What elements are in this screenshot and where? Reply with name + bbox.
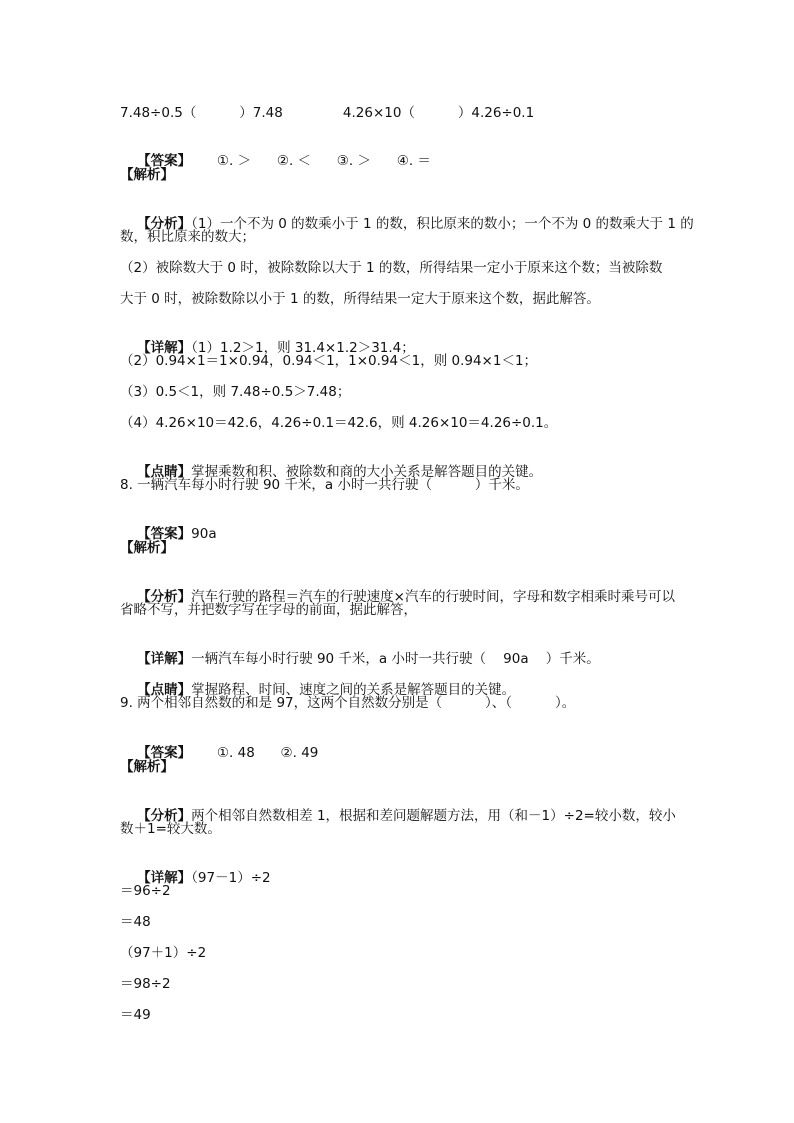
answer-label: 【答案】 — [137, 526, 192, 542]
q7-detail-line-3: （3）0.5＜1，则 7.48÷0.5＞7.48； — [120, 384, 351, 400]
q7-point-text: 掌握乘数和积、被除数和商的大小关系是解答题目的关键。 — [191, 464, 543, 480]
point-label: 【点睛】 — [137, 682, 192, 698]
detail-label: 【详解】 — [137, 340, 192, 356]
q9-analysis-line-2: 数＋1=较大数。 — [120, 821, 221, 837]
q7-analysis-line-2: 数，积比原来的数大； — [120, 229, 255, 245]
q7-analysis-text-1: （1）一个不为 0 的数乘小于 1 的数，积比原来的数小；一个不为 0 的数乘大于 1 的 — [191, 216, 694, 232]
q7-detail-line-2: （2）0.94×1＝1×0.94，0.94＜1，1×0.94＜1，则 0.94×1＜1； — [120, 353, 538, 369]
q8-question: 8. 一辆汽车每小时行驶 90 千米，a 小时一共行驶（ ）千米。 — [120, 477, 529, 493]
detail-label: 【详解】 — [137, 651, 192, 667]
q9-step-1: ＝96÷2 — [120, 883, 171, 899]
q9-step-3: （97＋1）÷2 — [120, 945, 207, 961]
q7-analysis-line-3: （2）被除数大于 0 时，被除数除以大于 1 的数，所得结果一定小于原来这个数；当被除数 — [120, 260, 663, 276]
q7-detail-text-1: （1）1.2＞1，则 31.4×1.2＞31.4； — [191, 340, 415, 356]
q7-analysis-heading: 【解析】 — [120, 167, 174, 183]
q7-answer-text: ①. ＞ ②. ＜ ③. ＞ ④. ＝ — [191, 153, 431, 169]
detail-label: 【详解】 — [137, 870, 192, 886]
q9-answer-text: ①. 48 ②. 49 — [191, 745, 319, 761]
q7-detail-line-4: （4）4.26×10＝42.6，4.26÷0.1＝42.6，则 4.26×10＝4.26÷0.1。 — [120, 415, 558, 431]
q9-step-5: ＝49 — [120, 1007, 151, 1023]
q8-analysis-line-2: 省略不写，并把数字写在字母的前面，据此解答， — [120, 602, 417, 618]
q9-step-4: ＝98÷2 — [120, 976, 171, 992]
q9-analysis-text-1: 两个相邻自然数相差 1，根据和差问题解题方法，用（和－1）÷2=较小数，较小 — [191, 808, 676, 824]
q8-answer-text: 90a — [191, 526, 217, 542]
q9-question: 9. 两个相邻自然数的和是 97，这两个自然数分别是（ ）、（ ）。 — [120, 695, 576, 711]
answer-label: 【答案】 — [137, 745, 192, 761]
q8-point-text: 掌握路程、时间、速度之间的关系是解答题目的关键。 — [191, 682, 516, 698]
q9-analysis-heading: 【解析】 — [120, 759, 174, 775]
analysis-sub-label: 【分析】 — [137, 808, 192, 824]
analysis-sub-label: 【分析】 — [137, 589, 192, 605]
q8-analysis-heading: 【解析】 — [120, 540, 174, 556]
q7-comparison-line: 7.48÷0.5（ ）7.48 4.26×10（ ）4.26÷0.1 — [120, 105, 535, 121]
point-label: 【点睛】 — [137, 464, 192, 480]
q7-analysis-line-4: 大于 0 时，被除数除以小于 1 的数，所得结果一定大于原来这个数，据此解答。 — [120, 291, 600, 307]
answer-label: 【答案】 — [137, 153, 192, 169]
q8-analysis-text-1: 汽车行驶的路程＝汽车的行驶速度×汽车的行驶时间，字母和数字相乘时乘号可以 — [191, 589, 675, 605]
q9-detail-text: （97－1）÷2 — [191, 870, 271, 886]
q8-detail-text: 一辆汽车每小时行驶 90 千米，a 小时一共行驶（ 90a ）千米。 — [191, 651, 600, 667]
analysis-sub-label: 【分析】 — [137, 216, 192, 232]
q9-step-2: ＝48 — [120, 914, 151, 930]
